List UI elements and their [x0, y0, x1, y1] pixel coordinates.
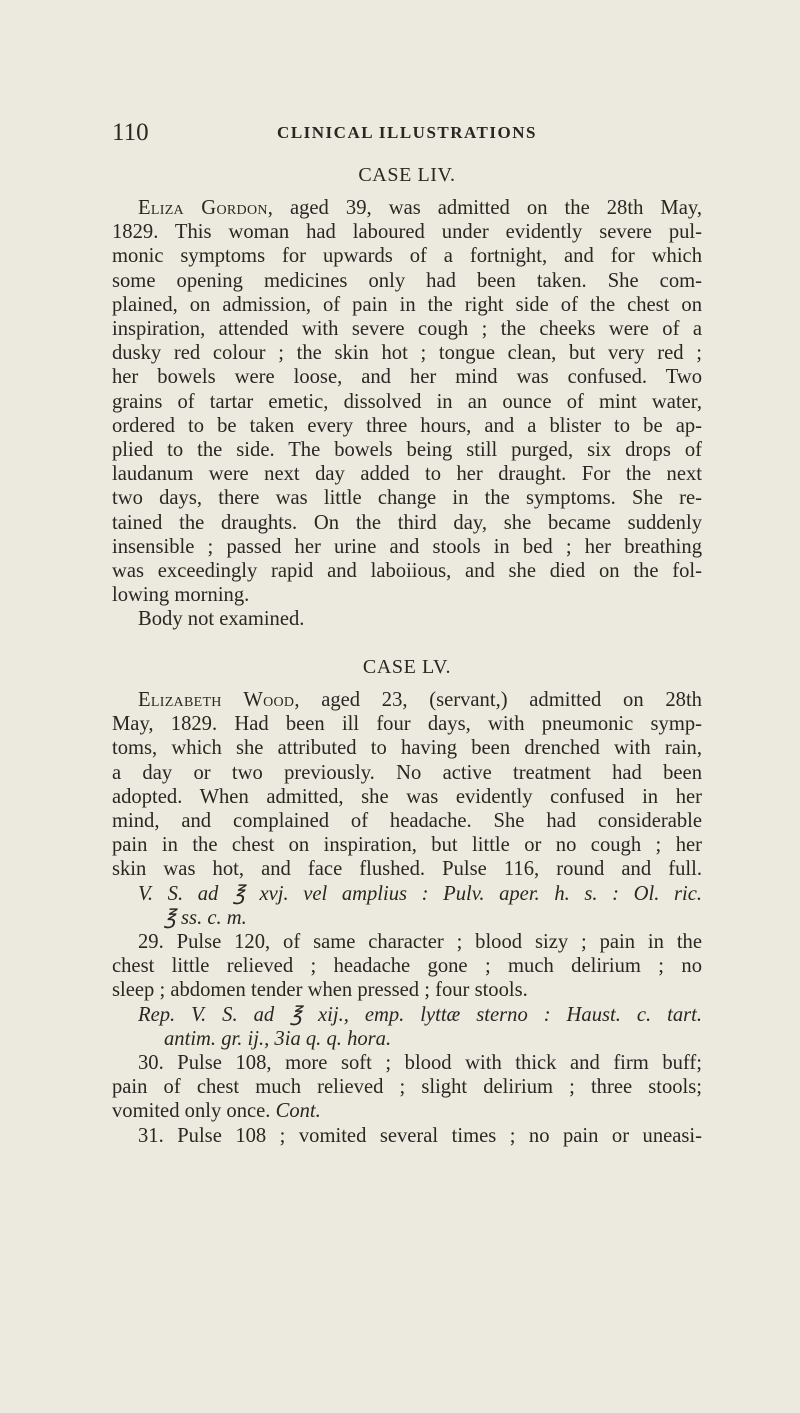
day-29-line: 29. Pulse 120, of same character ; blood sizy ; pain in the [138, 931, 702, 954]
case-55-line: a day or two previously. No active treatment had been [112, 761, 702, 784]
case-54-line: her bowels were loose, and her mind was confused. Two [112, 366, 702, 389]
case-54-closing: Body not examined. [138, 608, 305, 631]
case-54-line: grains of tartar emetic, dissolved in an ounce of mint water, [112, 390, 702, 413]
case-54-line: lowing morning. [112, 584, 250, 607]
case-55-line: toms, which she attributed to having been drenched with rain, [112, 737, 702, 760]
case-54-line-1: Eliza Gordon, aged 39, was admitted on the 28th May, [138, 197, 702, 219]
case-54-body [112, 196, 702, 632]
case-55-line: mind, and complained of headache. She had considerable [112, 810, 702, 833]
case-54-line: insensible ; passed her urine and stools in bed ; her breathing [112, 535, 702, 558]
case-54-patient-name: Eliza Gordon [138, 197, 268, 219]
day-31-line: 31. Pulse 108 ; vomited several times ; no pain or uneasi- [138, 1124, 702, 1147]
prescription-1-line-2: ℥ ss. c. m. [164, 906, 247, 929]
case-54-title: CASE LIV. [358, 164, 456, 186]
day-30-line: pain of chest much relieved ; slight delirium ; three stools; [112, 1076, 702, 1099]
day-29-line: sleep ; abdomen tender when pressed ; four stools. [112, 979, 528, 1002]
page-header [112, 118, 702, 148]
case-54-line: was exceedingly rapid and laboiious, and she died on the fol- [112, 560, 702, 583]
day-30-line: 30. Pulse 108, more soft ; blood with thick and firm buff; [138, 1052, 702, 1075]
continue-note: Cont. [275, 1100, 321, 1123]
case-54-line: dusky red colour ; the skin hot ; tongue clean, but very red ; [112, 342, 702, 365]
case-55-line: skin was hot, and face flushed. Pulse 116, round and full. [112, 858, 702, 881]
case-54-line: 1829. This woman had laboured under evidently severe pul- [112, 221, 702, 244]
page-number: 110 [112, 119, 149, 146]
case-54-line: plied to the side. The bowels being still purged, six drops of [112, 439, 702, 462]
day-30-line-last: vomited only once. Cont. [112, 1100, 321, 1123]
case-54-line: ordered to be taken every three hours, and a blister to be ap- [112, 414, 702, 437]
case-54-line: inspiration, attended with severe cough ; the cheeks were of a [112, 318, 702, 341]
case-55-line: adopted. When admitted, she was evidently confused in her [112, 785, 702, 808]
day-29-line: chest little relieved ; headache gone ; much delirium ; no [112, 955, 702, 978]
case-54-line: plained, on admission, of pain in the right side of the chest on [112, 293, 702, 316]
prescription-2-line-2: antim. gr. ij., 3ia q. q. hora. [164, 1027, 392, 1050]
case-54-line: laudanum were next day added to her draught. For the next [112, 463, 702, 486]
case-55-line-1: Elizabeth Wood, aged 23, (servant,) admitted on 28th [138, 689, 702, 711]
case-54-line: two days, there was little change in the symptoms. She re- [112, 487, 702, 510]
case-54-line: tained the draughts. On the third day, she became suddenly [112, 511, 702, 534]
case-55-patient-name: Elizabeth Wood [138, 689, 295, 711]
prescription-1-line-1: V. S. ad ℥ xvj. vel amplius : Pulv. aper. h. s. : Ol. ric. [138, 882, 702, 905]
running-head: CLINICAL ILLUSTRATIONS [277, 123, 537, 142]
case-54-line: monic symptoms for upwards of a fortnight, and for which [112, 245, 702, 268]
case-55-line: pain in the chest on inspiration, but little or no cough ; her [112, 834, 702, 857]
case-55-title: CASE LV. [362, 656, 452, 678]
case-55-line: May, 1829. Had been ill four days, with pneumonic symp- [112, 713, 702, 736]
prescription-2-line-1: Rep. V. S. ad ℥ xij., emp. lyttæ sterno : Haust. c. tart. [138, 1003, 702, 1026]
case-55-body [112, 688, 702, 1148]
case-54-line: some opening medicines only had been taken. She com- [112, 269, 702, 292]
